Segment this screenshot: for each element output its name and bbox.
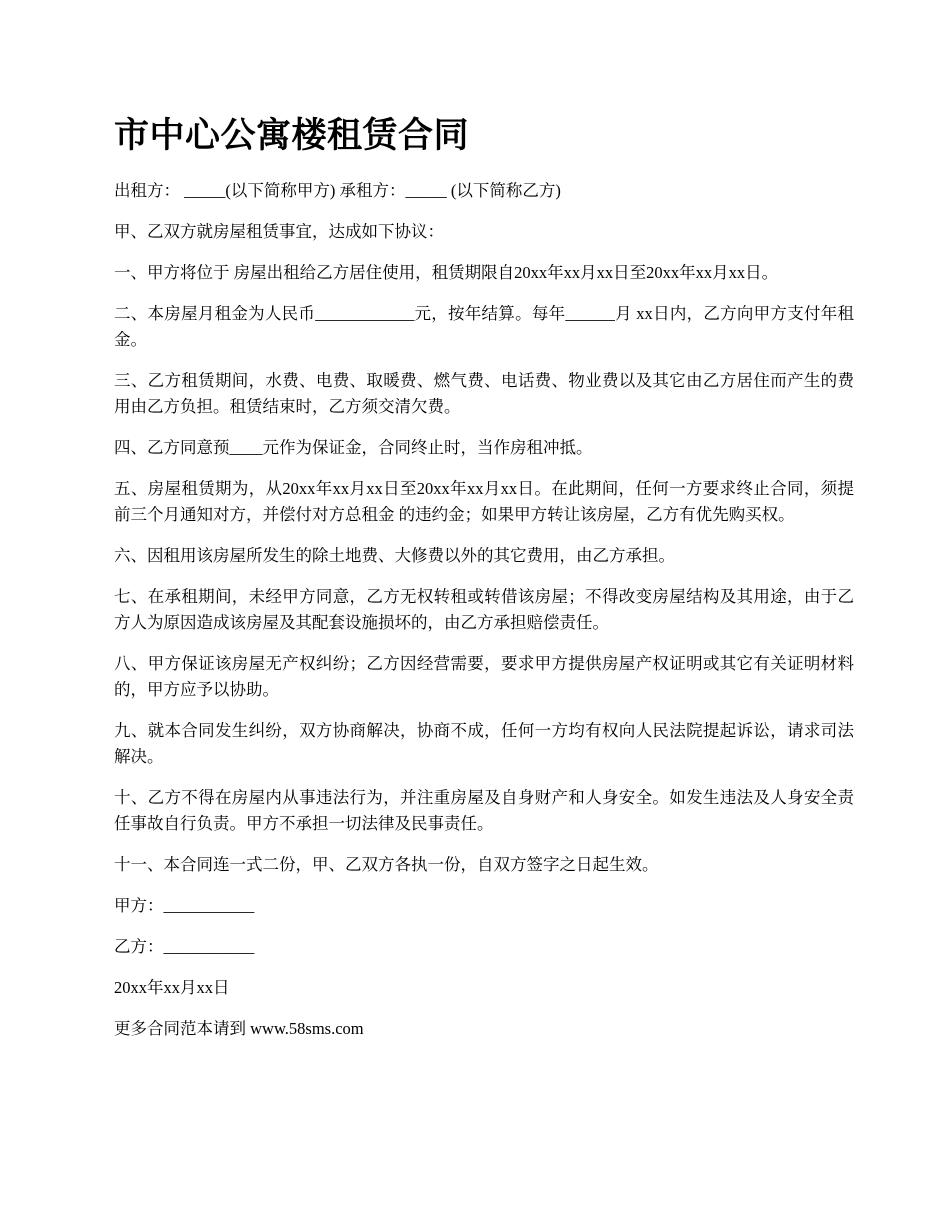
clause-1: 一、甲方将位于 房屋出租给乙方居住使用，租赁期限自20xx年xx月xx日至20xx年xx月xx日。 [114,263,779,282]
document-title: 市中心公寓楼租赁合同 [114,116,470,155]
clause-7: 七、在承租期间，未经甲方同意，乙方无权转租或转借该房屋；不得改变房屋结构及其用途，由于乙方人为原因造成该房屋及其配套设施损坏的，由乙方承担赔偿责任。 [114,587,854,632]
parties-line: 出租方： _____(以下简称甲方) 承租方：_____ (以下简称乙方) [114,181,561,200]
party-b-signature: 乙方：___________ [114,937,255,956]
clause-10: 十、乙方不得在房屋内从事违法行为，并注重房屋及自身财产和人身安全。如发生违法及人身安全责任事故自行负责。甲方不承担一切法律及民事责任。 [114,788,854,833]
clause-11: 十一、本合同连一式二份，甲、乙双方各执一份，自双方签字之日起生效。 [114,855,659,874]
clause-2: 二、本房屋月租金为人民币____________元，按年结算。每年______月 xx日内，乙方向甲方支付年租金。 [114,304,854,349]
party-a-signature: 甲方：___________ [114,896,255,915]
footer-note: 更多合同范本请到 www.58sms.com [114,1019,364,1038]
signing-date: 20xx年xx月xx日 [114,978,230,997]
clause-5: 五、房屋租赁期为，从20xx年xx月xx日至20xx年xx月xx日。在此期间，任何一方要求终止合同，须提前三个月通知对方，并偿付对方总租金 的违约金；如果甲方转让该房屋，乙方有优先购买权。 [114,479,854,524]
clause-9: 九、就本合同发生纠纷，双方协商解决，协商不成，任何一方均有权向人民法院提起诉讼，请求司法解决。 [114,721,854,766]
clause-4: 四、乙方同意预____元作为保证金，合同终止时，当作房租冲抵。 [114,438,593,457]
clause-6: 六、因租用该房屋所发生的除土地费、大修费以外的其它费用，由乙方承担。 [114,546,675,565]
clause-8: 八、甲方保证该房屋无产权纠纷；乙方因经营需要，要求甲方提供房屋产权证明或其它有关证明材料的，甲方应予以协助。 [114,654,854,699]
document-body [114,178,854,1057]
agreement-intro: 甲、乙双方就房屋租赁事宜，达成如下协议： [114,222,444,241]
clause-3: 三、乙方租赁期间，水费、电费、取暖费、燃气费、电话费、物业费以及其它由乙方居住而产生的费用由乙方负担。租赁结束时，乙方须交清欠费。 [114,371,854,416]
